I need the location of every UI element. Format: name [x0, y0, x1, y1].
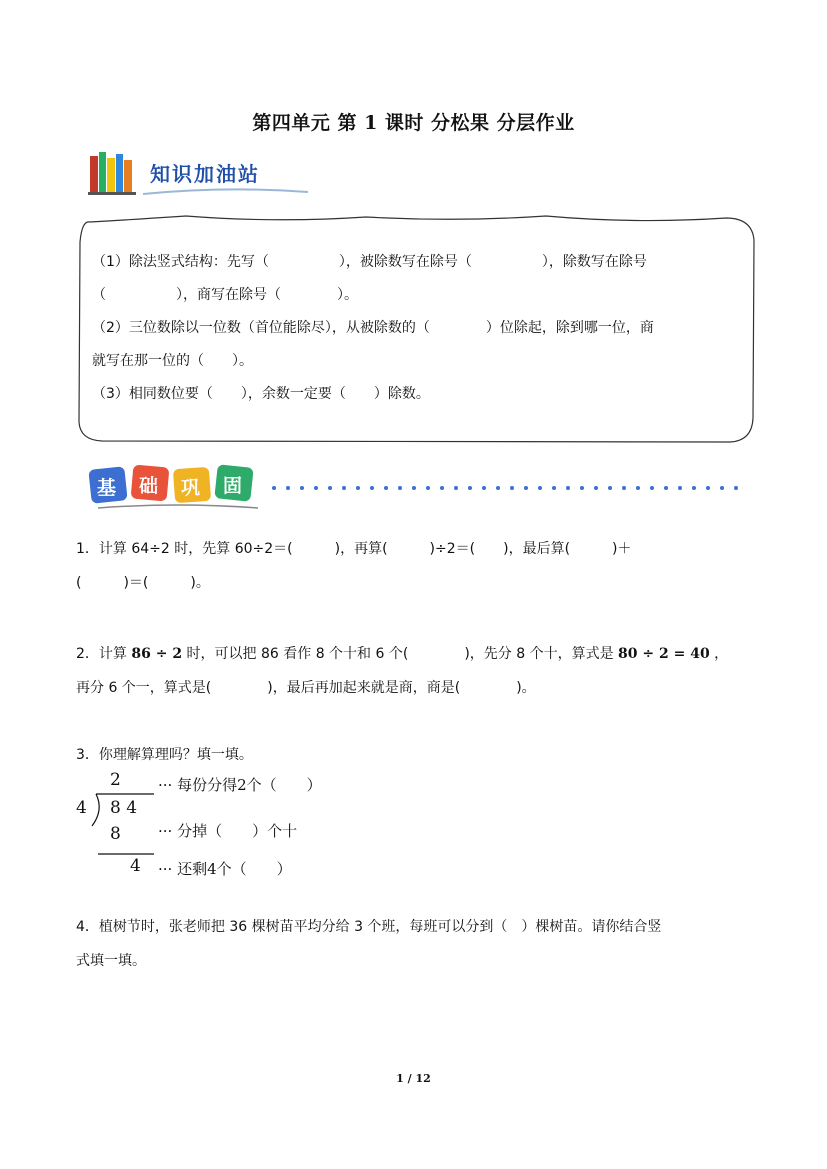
division-note: ··· 还剩4个（ ） [158, 860, 292, 878]
q2-text: 2．计算 [76, 646, 127, 662]
question-2 [76, 637, 756, 705]
question-1 [76, 532, 756, 600]
knowledge-line: （2）三位数除以一位数（首位能除尽），从被除数的（ ）位除起，除到哪一位，商 [92, 320, 654, 336]
question-line: 3．你理解算理吗？填一填。 [76, 747, 253, 763]
question-line: 4．植树节时，张老师把 36 棵树苗平均分给 3 个班，每班可以分到（ ）棵树苗。请你结合竖 [76, 919, 662, 935]
basics-char: 巩 [181, 477, 203, 499]
q2-expression: 80 ÷ 2 = 40 [618, 646, 710, 662]
question-line: 再分 6 个一，算式是( )，最后再加起来就是商，商是( )。 [76, 680, 536, 696]
section-label-knowledge: 知识加油站 [150, 162, 260, 186]
q2-text: ， [714, 646, 729, 662]
knowledge-box [76, 212, 756, 444]
q2-text: 时，可以把 86 看作 8 个十和 6 个( )，先分 8 个十，算式是 [186, 646, 614, 662]
basics-char: 固 [223, 475, 245, 497]
question-line [76, 637, 756, 671]
question-4 [76, 910, 756, 978]
dividend: 8 4 [110, 798, 138, 818]
question-line: 式填一填。 [76, 953, 146, 969]
q2-expression: 86 ÷ 2 [131, 646, 183, 662]
basics-char: 基 [97, 477, 119, 499]
knowledge-line: 就写在那一位的（ ）。 [92, 353, 253, 369]
page-number: 1 / 12 [396, 1072, 431, 1085]
division-note: ··· 分掉（ ）个十 [158, 822, 298, 840]
basics-char: 础 [139, 475, 161, 497]
knowledge-line: （3）相同数位要（ ），余数一定要（ ）除数。 [92, 386, 430, 402]
question-line: ( )＝( )。 [76, 575, 210, 591]
divisor: 4 [76, 798, 87, 818]
quotient: 2 [110, 770, 121, 790]
knowledge-text [92, 246, 742, 411]
dotted-divider [272, 486, 738, 490]
division-note: ··· 每份分得2个（ ） [158, 776, 322, 794]
knowledge-line: （ ），商写在除号（ ）。 [92, 287, 358, 303]
question-3 [76, 738, 756, 772]
remainder: 4 [130, 856, 141, 876]
question-line: 1．计算 64÷2 时，先算 60÷2＝( )，再算( )÷2＝( )，最后算( )＋ [76, 541, 632, 557]
long-division-diagram [74, 770, 374, 880]
knowledge-line: （1）除法竖式结构：先写（ ），被除数写在除号（ ），除数写在除号 [92, 254, 647, 270]
page-title: 第四单元 第 1 课时 分松果 分层作业 [252, 112, 575, 134]
section-banner-basics [88, 462, 748, 512]
subtrahend: 8 [110, 824, 121, 844]
section-banner-knowledge [88, 150, 318, 200]
